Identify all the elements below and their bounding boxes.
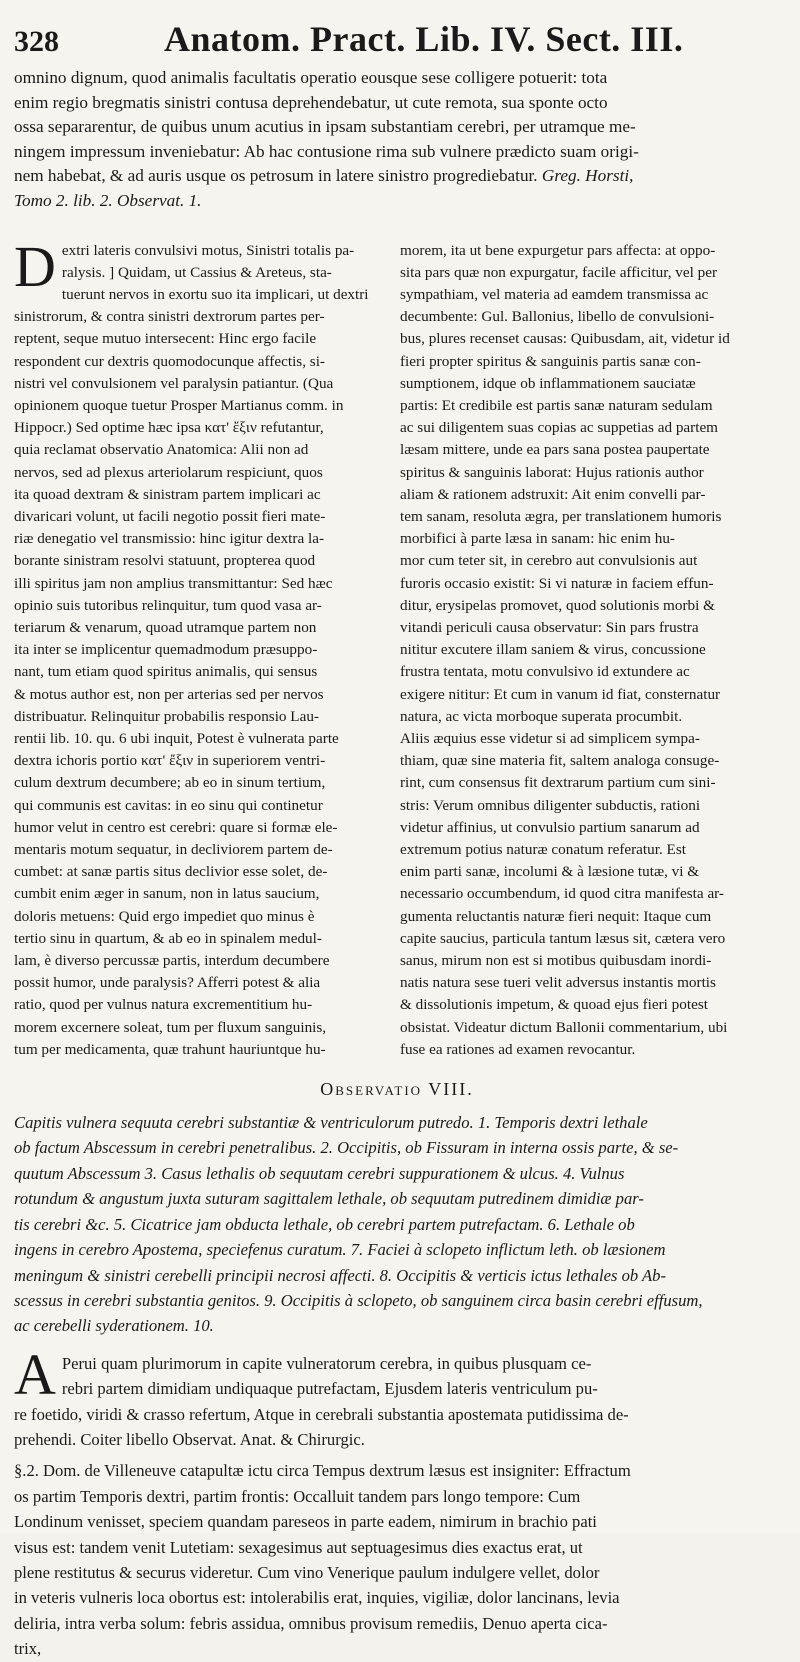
text-line: natis natura sese tueri velit adversus instantis mortis [400, 974, 716, 992]
text-line: extri lateris convulsivi motus, Sinistri totalis pa- [61, 241, 355, 259]
text-line: culum dextrum decumbere; ab eo in sinum tertium, [14, 774, 326, 792]
text-line: videtur affinius, ut convulsio partium sanarum ad [400, 818, 700, 836]
text-line: necessario occumbendum, id quod citra manifesta ar- [400, 885, 724, 903]
text-line: reptent, seque mutuo intersecent: Hinc ergo facile [14, 330, 317, 348]
right-column-lines [400, 240, 780, 1062]
text-line: qui communis est cavitas: in eo sinu qui continetur [14, 796, 323, 814]
text-line: ac cerebelli syderationem. 10. [14, 1316, 214, 1336]
text-line: tum per medicamenta, quæ trahunt hauriuntque hu- [14, 1040, 326, 1058]
running-head [14, 18, 780, 66]
text-line: sanus, mirum non est si motibus quibusdam inordi- [400, 952, 712, 970]
text-line: doloris metuens: Quid ergo impediet quo minus è [14, 907, 315, 925]
text-line: possit humor, unde paralysis? Afferri potest & alia [14, 974, 321, 992]
text-line: ratio, quod per vulnus natura excrementitium hu- [14, 996, 313, 1014]
text-line: cumbet: at sanæ partis situs declivior esse solet, de- [14, 863, 328, 881]
text-line: Capitis vulnera sequuta cerebri substantiæ & ventriculorum putredo. 1. Temporis dextri lethale [14, 1113, 648, 1133]
paragraph-1 [14, 1341, 780, 1453]
text-line: exigere nititur: Et cum in vanum id fiat, consternatur [400, 685, 721, 703]
page-number: 328 [14, 25, 59, 58]
text-line: ac sui diligentem suas copias ac suppetias ad partem [400, 419, 718, 437]
text-line: frustra tentata, motu convulsivo id extundere ac [400, 663, 690, 681]
text-line: læsam mittere, unde ea pars sana postea paupertate [400, 441, 710, 459]
text-line: riæ denegatio vel transmissio: hinc igitur dextra la- [14, 530, 325, 548]
text-line: sumptionem, idque ob inflammationem sauciatæ [400, 374, 696, 392]
text-line: ningem impressum inveniebatur: Ab hac contusione rima sub vulnere prædicto suam origi- [14, 141, 639, 161]
text-segment: nem habebat, & ad auris usque os petrosum in latere sinistro progrediebatur. [14, 166, 538, 186]
text-line: fieri propter spiritus & sanguinis partis sanæ con- [400, 352, 701, 370]
text-line: deliria, intra verba solum: febris assidua, omnibus provisum remediis, Denuo aperta cica- [14, 1613, 608, 1633]
text-line: nistri vel convulsionem vel paralysin patiantur. (Qua [14, 374, 334, 392]
text-line: visus est: tandem venit Lutetiam: sexagesimus aut septuagesimus dies exactus erat, ut [14, 1537, 583, 1557]
text-line: trix, [14, 1639, 42, 1659]
text-line: morem excernere soleat, tum per fluxum sanguinis, [14, 1018, 327, 1036]
text-line: ralysis. ] Quidam, ut Cassius & Areteus, sta- [61, 263, 332, 281]
text-line: enim regio bregmatis sinistri contusa deprehendebatur, ut cute remota, sua sponte octo [14, 92, 608, 112]
paragraph-2 [14, 1458, 780, 1661]
text-line: respondent cur dextris quomodocunque affectis, si- [14, 352, 325, 370]
text-line: bus, plures recenset causas: Quibusdam, ait, videtur id [400, 330, 730, 348]
text-line: cumbit enim æger in sanum, non in latus saucium, [14, 885, 320, 903]
text-line: spiritus & sanguinis laborat: Hujus rationis author [400, 463, 704, 481]
text-line: illi spiritus jam non amplius transmittantur: Sed hæc [14, 574, 333, 592]
section-heading: Observatio VIII. [320, 1079, 474, 1100]
text-line: mentaris motum sequatur, in decliviorem partem de- [14, 841, 333, 859]
text-line: rentii lib. 10. qu. 6 ubi inquit, Potest è vulnerata parte [14, 730, 339, 748]
text-line: prehendi. Coiter libello Observat. Anat. & Chirurgic. [14, 1429, 365, 1449]
text-line: os partim Temporis dextri, partim frontis: Occalluit tandem pars longo tempore: Cum [14, 1486, 581, 1506]
text-line: stris: Verum omnibus diligenter subductis, rationi [400, 796, 701, 814]
paragraph-1-lines [14, 1341, 780, 1453]
text-line: tis cerebri &c. 5. Cicatrice jam obducta lethale, ob cerebri partem putrefactam. 6. Lethale ob [14, 1214, 635, 1234]
text-line: capite saucius, particula tantum læsus sit, cætera vero [400, 929, 726, 947]
text-line: aliam & rationem adstruxit: Ait enim convelli par- [400, 485, 706, 503]
text-line: ditur, erysipelas promovet, quod solutionis morbi & [400, 596, 715, 614]
text-line: Perui quam plurimorum in capite vulneratorum cerebra, in quibus plusquam ce- [61, 1353, 592, 1373]
text-line: rint, cum consensus fit dextrarum partium cum sini- [400, 774, 716, 792]
text-line [14, 164, 780, 189]
text-line: opinio suis tutoribus relinquitur, tum quod vasa ar- [14, 596, 322, 614]
text-line: ita inter se implicentur quemadmodum præsuppo- [14, 641, 318, 659]
text-line: ob factum Abscessum in cerebri penetralibus. 2. Occipitis, ob Fissuram in interna ossis parte, & se- [14, 1138, 679, 1158]
text-line: vitandi periculi causa observatur: Sin pars frustra [400, 619, 699, 637]
running-title: Anatom. Pract. Lib. IV. Sect. III. [164, 19, 684, 59]
drop-cap: D [14, 233, 56, 299]
text-line: natura, ac victa morboque superata procumbit. [400, 707, 683, 725]
text-line: quutum Abscessum 3. Casus lethalis ob sequutam cerebri suppurationem & ulcus. 4. Vulnus [14, 1163, 625, 1183]
text-line: plene restitutus & securus videretur. Cum vino Venerique paulum indulgere vellet, dolor [14, 1562, 600, 1582]
two-column-text [14, 233, 780, 1062]
text-line: tuerunt nervos in exortu suo ita implicari, ut dextri [61, 285, 369, 303]
text-line: & dissolutionis impetum, & quoad ejus fieri potest [400, 996, 708, 1014]
text-line: ingens in cerebro Apostema, speciefenus curatum. 7. Faciei à sclopeto inflictum leth. ob læsionem [14, 1240, 666, 1260]
text-line: tertio sinu in quartum, & ab eo in spinalem medul- [14, 929, 322, 947]
text-line: furoris occasio existit: Si vi naturæ in faciem effun- [400, 574, 714, 592]
text-line: distribuatur. Relinquitur probabilis responsio Lau- [14, 707, 319, 725]
text-line: ita quoad dextram & sinistram partem implicari ac [14, 485, 321, 503]
text-line: nervos, sed ad plexus arteriolarum respiciunt, quos [14, 463, 323, 481]
citation-line: Tomo 2. lib. 2. Observat. 1. [14, 190, 202, 210]
text-line: nititur excutere illam saniem & virus, concussione [400, 641, 706, 659]
text-line: quia reclamat observatio Anatomica: Alii non ad [14, 441, 309, 459]
text-line: mor cum teter sit, in cerebro aut convulsionis aut [400, 552, 698, 570]
text-line: morem, ita ut bene expurgetur pars affecta: at oppo- [400, 241, 716, 259]
text-line: enim parti sanæ, incolumi & à læsione tutæ, vi & [400, 863, 700, 881]
text-line: dextra ichoris portio κατ' ἔξιν in superiorem ventri- [14, 752, 326, 770]
citation: Greg. Horsti, [541, 166, 634, 186]
text-line: tem sanam, resoluta ægra, per translationem humoris [400, 508, 722, 525]
text-line: thiam, quæ sine materia fit, saltem analoga consuge- [400, 752, 720, 770]
text-line: obsistat. Videatur dictum Ballonii commentarium, ubi [400, 1018, 728, 1036]
text-line: divaricari volunt, ut facili negotio possit fieri mate- [14, 508, 326, 525]
text-line: sita pars quæ non expurgatur, facile afficitur, vel per [400, 263, 718, 281]
carryover-paragraph [14, 66, 780, 214]
text-line: sinistrorum, & contra sinistri dextrorum partes per- [14, 308, 325, 326]
text-line: fuse ea rationes ad examen revocantur. [400, 1040, 636, 1058]
text-line: decumbente: Gul. Ballonius, libello de convulsioni- [400, 308, 715, 326]
text-line: nant, tum etiam quod spiritus animalis, qui sensus [14, 663, 318, 681]
text-line: Londinum venisset, speciem quandam pareseos in parte eadem, nimirum in brachio pati [14, 1512, 597, 1532]
text-line: rotundum & angustum juxta suturam sagittalem lethale, ob sequutam putredinem dimidiæ par- [14, 1189, 644, 1209]
drop-cap: A [14, 1341, 56, 1407]
text-line: borante sinistram resolvi statuunt, propterea quod [14, 552, 316, 570]
text-line: & motus author est, non per arterias sed per nervos [14, 685, 324, 703]
text-line: rebri partem dimidiam undiquaque putrefactam, Ejusdem lateris ventriculum pu- [61, 1379, 598, 1399]
text-line: scessus in cerebri substantia genitos. 9. Occipitis à sclopeto, ob sanguinem circa basin cerebri effusum, [14, 1290, 703, 1310]
text-line: in veteris vulneris loca obortus est: intolerabilis erat, inquies, vigiliæ, dolor lancinans, levia [14, 1588, 620, 1608]
text-line: sympathiam, vel materia ad eamdem transmissa ac [400, 285, 709, 303]
observation-summary [14, 1110, 780, 1339]
text-line: §.2. Dom. de Villeneuve catapultæ ictu circa Tempus dextrum læsus est insigniter: Effractum [14, 1461, 631, 1481]
text-line: ossa separarentur, de quibus unum acutius in ipsam substantiam cerebri, per utramque me- [14, 117, 636, 137]
text-line: morbifici à parte læsa in sanam: hic enim hu- [400, 530, 675, 548]
text-line: meningum & sinistri cerebelli principii necrosi affecti. 8. Occipitis & verticis ictus lethales ob Ab- [14, 1265, 666, 1285]
text-line: teriarum & venarum, quoad utramque partem non [14, 619, 317, 637]
text-line: opinionem quoque tuetur Prosper Martianus comm. in [14, 396, 344, 414]
text-line: omnino dignum, quod animalis facultatis operatio eousque sese colligere potuerit: tota [14, 68, 608, 87]
text-line: re foetido, viridi & crasso refertum, Atque in cerebrali substantia apostemata putidissima de- [14, 1404, 629, 1424]
left-column [14, 233, 394, 1062]
right-column [400, 240, 780, 1062]
text-line: humor velut in centro est cerebri: quare si formæ ele- [14, 818, 338, 836]
text-line: gumenta reluctantis naturæ fieri nequit: Itaque cum [400, 907, 712, 925]
text-line: extremum potius naturæ conatum referatur. Est [400, 841, 686, 859]
left-column-lines [14, 233, 394, 1062]
text-line: lam, è diverso percussæ partis, interdum decumbere [14, 952, 330, 970]
text-line: Hippocr.) Sed optime hæc ipsa κατ' ἔξιν refutantur, [14, 419, 324, 437]
text-line: partis: Et credibile est partis sanæ naturam sedulam [400, 396, 713, 414]
text-line: Aliis æquius esse videtur si ad simplicem sympa- [400, 730, 700, 748]
